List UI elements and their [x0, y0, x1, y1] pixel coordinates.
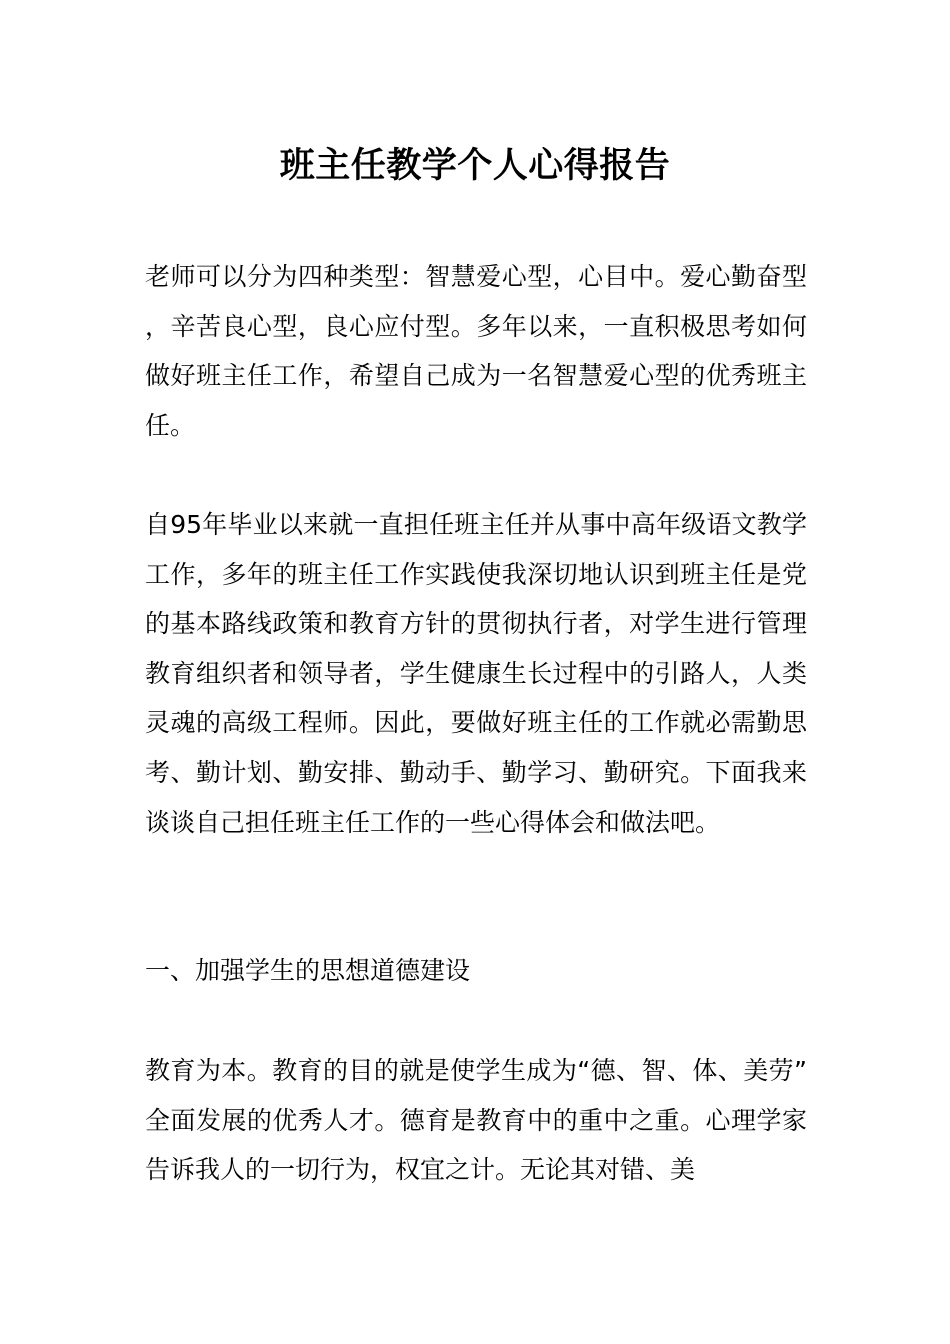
paragraph-section-body: 教育为本。教育的目的就是使学生成为“德、智、体、美劳”全面发展的优秀人才。德育是教育中的重中之重。心理学家告诉我人的一切行为，权宜之计。无论其对错、美 — [145, 1056, 807, 1185]
document-title: 班主任教学个人心得报告 — [279, 146, 671, 186]
paragraph-intro: 老师可以分为四种类型：智慧爱心型，心目中。爱心勤奋型，辛苦良心型，良心应付型。多年以来，一直积极思考如何做好班主任工作，希望自己成为一名智慧爱心型的优秀班主任。 — [145, 262, 807, 440]
paragraph-background: 自95年毕业以来就一直担任班主任并从事中高年级语文教学工作，多年的班主任工作实践使我深切地认识到班主任是党的基本路线政策和教育方针的贯彻执行者，对学生进行管理教育组织者和领导者，学生健康生长过程中的引路人，人类灵魂的高级工程师。因此，要做好班主任的工作就必需勤思考、勤计划、勤安排、勤动手、勤学习、勤研究。下面我来谈谈自己担任班主任工作的一些心得体会和做法吧。 — [145, 510, 807, 837]
section-heading: 一、加强学生的思想道德建设 — [145, 956, 471, 985]
